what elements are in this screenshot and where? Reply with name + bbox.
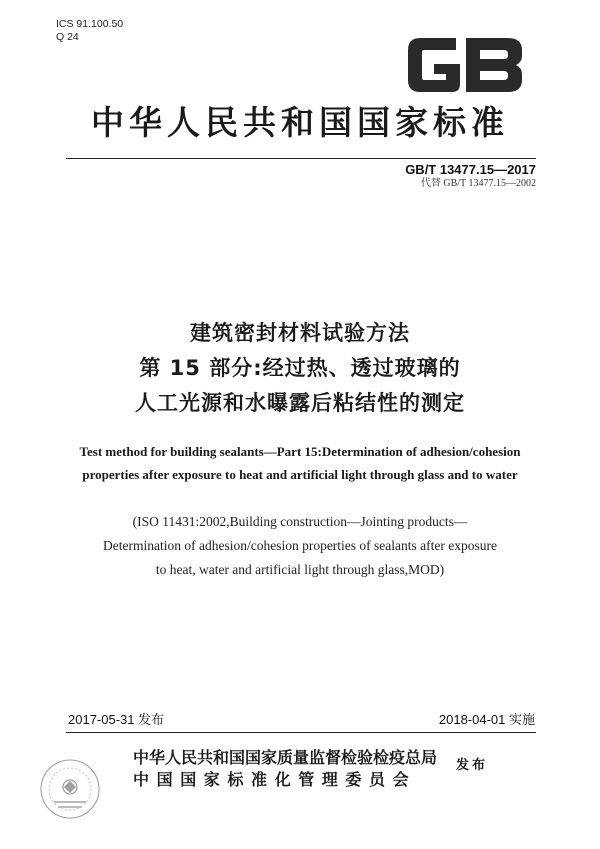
english-title xyxy=(30,440,570,486)
chinese-title-line: 第 15 部分:经过热、透过玻璃的 xyxy=(139,356,461,380)
english-title-line: properties after exposure to heat and artificial light through glass and to water xyxy=(82,467,518,482)
english-title-line: Test method for building sealants—Part 15:Determination of adhesion/cohesion xyxy=(79,444,521,459)
iso-reference-line: Determination of adhesion/cohesion properties of sealants after exposure xyxy=(103,538,497,553)
standard-number: GB/T 13477.15—2017 xyxy=(405,162,536,177)
iso-reference xyxy=(30,510,570,582)
iso-reference-line: to heat, water and artificial light through glass,MOD) xyxy=(155,562,445,577)
chinese-title-line: 人工光源和水曝露后粘结性的测定 xyxy=(135,391,465,415)
chinese-title-line: 建筑密封材料试验方法 xyxy=(190,321,410,345)
iso-reference-line: (ISO 11431:2002,Building construction—Jointing products— xyxy=(132,514,468,529)
issuer-sac: 中国国家标准化管理委员会 xyxy=(133,770,417,789)
issuer-aqsiq: 中华人民共和国国家质量监督检验检疫总局 xyxy=(133,748,438,767)
issuing-authorities xyxy=(133,747,437,791)
standard-number-block xyxy=(405,162,536,190)
chinese-title xyxy=(0,316,600,421)
anti-counterfeit-stamp-icon xyxy=(38,757,102,821)
footer-divider xyxy=(66,732,536,733)
issue-label: 发布 xyxy=(456,758,489,773)
classification-codes xyxy=(56,18,123,44)
gb-logo xyxy=(404,34,526,96)
ics-code: ICS 91.100.50 xyxy=(56,18,124,30)
ccs-code: Q 24 xyxy=(56,31,79,43)
header-divider xyxy=(66,158,536,159)
implementation-date: 2018-04-01 实施 xyxy=(438,712,535,727)
replaces-standard: 代替 GB/T 13477.15—2002 xyxy=(420,178,536,189)
publish-date: 2017-05-31 发布 xyxy=(68,712,165,727)
organization-title: 中华人民共和国国家标准 xyxy=(91,103,509,142)
